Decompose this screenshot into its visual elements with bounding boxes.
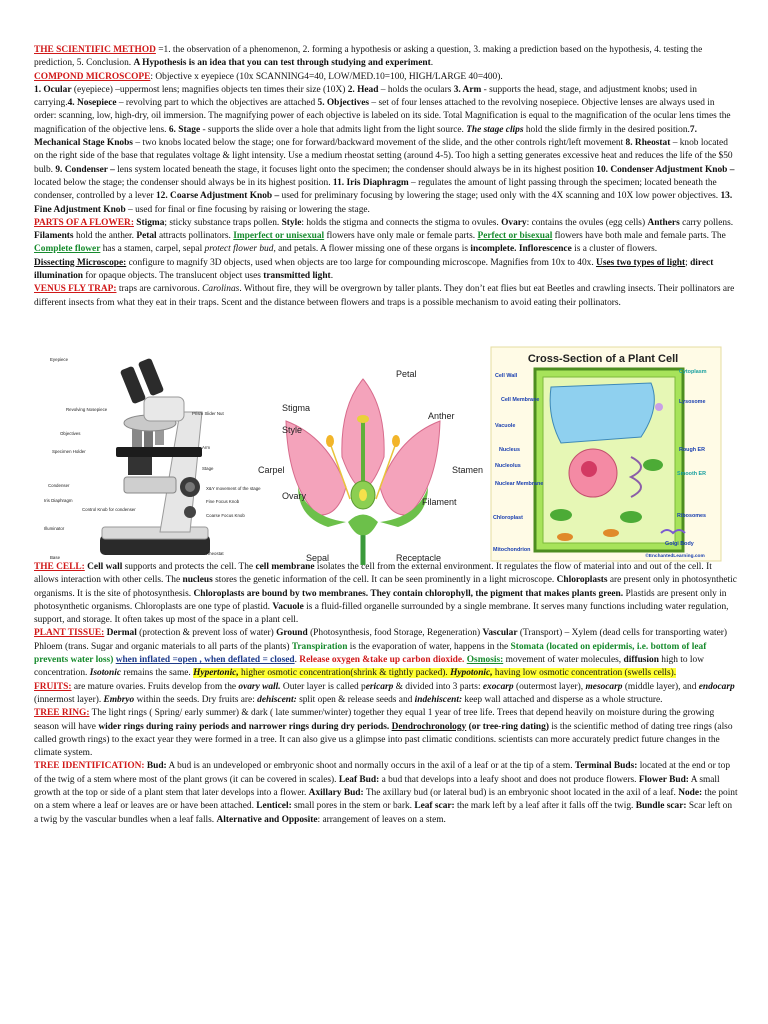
section-heading: TREE IDENTIFICATION: [34,761,145,772]
venus-fly-trap-paragraph: VENUS FLY TRAP: traps are carnivorous. Carolinas. Without fire, they will be overgrown by taller plants. They don’t eat flies but eat Beetles and crawling insects. Their pollinators are different insects from what they eat in their traps. Scent and the distance between flowers and traps is a possible mechanism to avoid eating their pollinators. [34,284,735,308]
svg-text:Stage: Stage [202,466,214,471]
svg-text:Ribosomes: Ribosomes [677,513,707,519]
svg-text:Chloroplast: Chloroplast [493,515,523,521]
svg-text:Petal: Petal [396,369,417,379]
flower-diagram [258,367,484,565]
svg-text:Condenser: Condenser [48,483,70,488]
svg-text:Nuclear Membrane: Nuclear Membrane [495,481,544,487]
section-heading: THE CELL: [34,561,85,572]
cell-credit: ©EnchantedLearning.com [645,554,705,559]
tree-identification-paragraph: TREE IDENTIFICATION: Bud: A bud is an undeveloped or embryonic shoot and normally occurs in the axil of a leaf or at the tip of a stem. Terminal Buds: located at the end or top of the twig of a stem where most of the plant grows (it can be covered in scales). Leaf Bud: a bud that develops into a leafy shoot and does not produce flowers. Flower Bud: A small growth at the top or side of a plant stem that later develops into a flower. Axillary Bud: The axillary bud (or lateral bud) is an embryonic shoot located in the axil of a leaf. Node: the point on a stem where a leaf or leaves are or have been attached. Lenticel: small pores in the stem or bark. Leaf scar: the mark left by a leaf after it falls off the twig. Bundle scar: Scar left on a twig by the vascular bundles when a leaf falls. Alternative and Opposite: arrangement of leaves on a stem. [34,761,738,825]
scientific-method-paragraph: THE SCIENTIFIC METHOD =1. the observation of a phenomenon, 2. forming a hypothesis or asking a question, 3. making a prediction based on the hypothesis, 4. testing the prediction, 5. Conclusion. A Hypothesis is an idea that you can test through studying and experiment. [34,45,703,69]
microscope-illustration [100,358,210,555]
svg-text:Mitochondrion: Mitochondrion [493,547,531,553]
svg-text:Arm: Arm [202,445,211,450]
svg-text:Cell Wall: Cell Wall [495,373,518,379]
cell-diagram-title: Cross-Section of a Plant Cell [527,353,679,365]
svg-text:Vacuole: Vacuole [495,423,516,429]
svg-text:Ovary: Ovary [282,491,307,501]
svg-text:Cytoplasm: Cytoplasm [679,369,707,375]
dissecting-microscope-paragraph: Dissecting Microscope: configure to magnify 3D objects, used when objects are too large for compounding microscope. Magnifies from 10x to 40x. Uses two types of light; direct illumination for opaque objects. The translucent object uses transmitted light. [34,257,714,282]
svg-text:Eyepiece: Eyepiece [50,357,69,362]
svg-text:Revolving Nosepiece: Revolving Nosepiece [66,407,108,412]
svg-text:Prism Slider Nut: Prism Slider Nut [192,411,224,416]
svg-text:Filament: Filament [422,497,457,507]
cell-paragraph: THE CELL: Cell wall supports and protects the cell. The cell membrane isolates the cell from the external environment. It regulates the flow of material into and out of the cell. It allows interaction with other cells. The nucleus stores the genetic information of the cell. It can be seen prominently in a light microscope. Chloroplasts are present only in photosynthetic organisms. It is the site of photosynthesis. Chloroplasts are bound by two membranes. They contain chlorophyll, the pigment that makes plants green. Plastids are present only in photosynthetic organisms. Chloroplasts are one type of plastid. Vacuole is a fluid-filled organelle surrounded by a single membrane. It serves many functions including water regulation, support, and storage. It often takes up most of the space in a plant cell. [34,561,737,626]
tree-ring-paragraph: TREE RING: The light rings ( Spring/ early summer) & dark ( late summer/winter) together they equal 1 year of tree life. Trees that depend heavily on moisture during the growing season will have wider rings during rainy periods and narrower rings during dry periods. Dendrochronology (or tree-ring dating) is the scientific method of dating tree rings (also called growth rings) to the exact year they were formed in a tree. It can also give us a glimpse into past climatic conditions. scientists can more accurately predict future changes in the climate system. [34,708,733,759]
svg-text:Specimen Holder: Specimen Holder [52,449,86,454]
compound-microscope-paragraph: COMPOND MICROSCOPE: Objective x eyepiece (10x SCANNING4=40, LOW/MED.10=100, HIGH/LARGE 40=400). 1. Ocular (eyepiece) –uppermost lens; magnifies objects ten times their size (10X) 2. Head – holds the oculars 3. Arm - supports the head, stage, and adjustment knobs; used in carrying.4. Nosepiece – revolving part to which the objectives are attached 5. Objectives – set of four lenses attached to the revolving nosepiece. Objective lenses are always used in order: scanning, low, high-dry, oil immersion. The magnifying power of each objective is labeled on its side. Total Magnification is equal to the magnification of the ocular lens times the magnification of the objective lens. 6. Stage - supports the slide over a hole that admits light from the light source. The stage clips hold the slide firmly in the desired position.7. Mechanical Stage Knobs – two knobs located below the stage; one for forward/backward movement of the slide, and the other controls right/left movement 8. Rheostat – knob located on the right side of the base that regulates voltage & light intensity. Use a medium rheostat setting (around 4-5). Too high a setting generates excessive heat and reduces the life of the $50 bulb. 9. Condenser – lens system located beneath the stage, it focuses light onto the specimen; the condenser should always be in its highest position 10. Condenser Adjustment Knob – located below the stage; the condenser should always be in its highest position. 11. Iris Diaphragm – regulates the amount of light passing through the specimen; located beneath the condenser, controlled by a lever 12. Coarse Adjustment Knob – used for preliminary focusing by lowering the stage; used only with the 4X scanning and 10X low power objectives. 13. Fine Adjustment Knob – used for final or fine focusing by raising or lowering the stage. [34,71,735,215]
svg-text:Style: Style [282,425,303,435]
study-sheet [34,44,738,827]
svg-text:Lysosome: Lysosome [679,399,706,405]
section-heading: THE SCIENTIFIC METHOD [34,45,156,55]
plant-cell-diagram [491,347,721,561]
svg-text:Rheostat: Rheostat [206,551,224,556]
svg-text:Sepal: Sepal [306,553,330,563]
svg-text:Cell Membrane: Cell Membrane [501,397,540,403]
parts-of-flower-paragraph: PARTS OF A FLOWER: Stigma; sticky substance traps pollen. Style: holds the stigma and connects the stigma to ovules. Ovary: contains the ovules (egg cells) Anthers carry pollens. Filaments hold the anther. Petal attracts pollinators. Imperfect or unisexual flowers have only male or female parts. Perfect or bisexual flowers have both male and female parts. The Complete flower has a stamen, carpel, sepal protect flower bud, and petals. A flower missing one of these organs is incomplete. Inflorescence is a cluster of flowers. [34,217,734,255]
cell-illustration [535,369,685,551]
section-heading: Dissecting Microscope: [34,257,127,268]
svg-text:Illuminator: Illuminator [44,526,65,531]
svg-text:Fine Focus Knob: Fine Focus Knob [206,499,240,504]
svg-text:Golgi Body: Golgi Body [665,541,694,547]
plant-tissue-paragraph: PLANT TISSUE: Dermal (protection & prevent loss of water) Ground (Photosynthesis, food Storage, Regeneration) Vascular (Transport) – Xylem (dead cells for transporting water) Phloem (trans. Sugar and organic materials to all parts of the plants) Transpiration is the evaporation of water, happens in the Stomata (located on epidermis, i.e. bottom of leaf prevents water loss) when inflated =open , when deflated = closed. Release oxygen &take up carbon dioxide. Osmosis: movement of water molecules, diffusion high to low concentration. Isotonic remains the same. Hypertonic, higher osmotic concentration(shrink & tightly packed). Hypotonic, having low osmotic concentration (swells cells). [34,628,728,679]
section-heading: PLANT TISSUE: [34,628,105,639]
svg-text:Iris Diaphragm: Iris Diaphragm [44,498,73,503]
svg-text:Coarse Focus Knob: Coarse Focus Knob [206,513,245,518]
svg-text:X&Y movement of the stage: X&Y movement of the stage [206,486,261,491]
svg-text:Stigma: Stigma [282,403,311,413]
section-heading: FRUITS: [34,681,72,692]
section-heading: PARTS OF A FLOWER: [34,217,134,228]
section-heading: VENUS FLY TRAP: [34,284,117,295]
microscope-diagram [40,327,261,565]
svg-text:Rough ER: Rough ER [679,447,706,453]
svg-text:Objectives: Objectives [60,431,81,436]
svg-text:Carpel: Carpel [258,465,285,475]
svg-text:Stamen: Stamen [452,465,484,475]
svg-text:Nucleus: Nucleus [499,447,520,453]
section-heading: COMPOND MICROSCOPE [34,71,151,82]
section-heading: TREE RING: [34,708,90,719]
svg-text:Receptacle: Receptacle [396,553,442,563]
svg-text:Control Knob for condenser: Control Knob for condenser [82,507,136,512]
svg-text:Nucleolus: Nucleolus [495,463,521,469]
svg-text:Smooth ER: Smooth ER [677,471,707,477]
svg-text:Anther: Anther [428,411,455,421]
figures-row [34,327,738,565]
svg-text:Base: Base [50,555,61,560]
fruits-paragraph: FRUITS: are mature ovaries. Fruits develop from the ovary wall. Outer layer is called pericarp & divided into 3 parts: exocarp (outermost layer), mesocarp (middle layer), and endocarp (innermost layer). Embryo within the seeds. Dry fruits are: dehiscent: split open & release seeds and indehiscent: keep wall attached and disperse as a whole structure. [34,681,735,705]
